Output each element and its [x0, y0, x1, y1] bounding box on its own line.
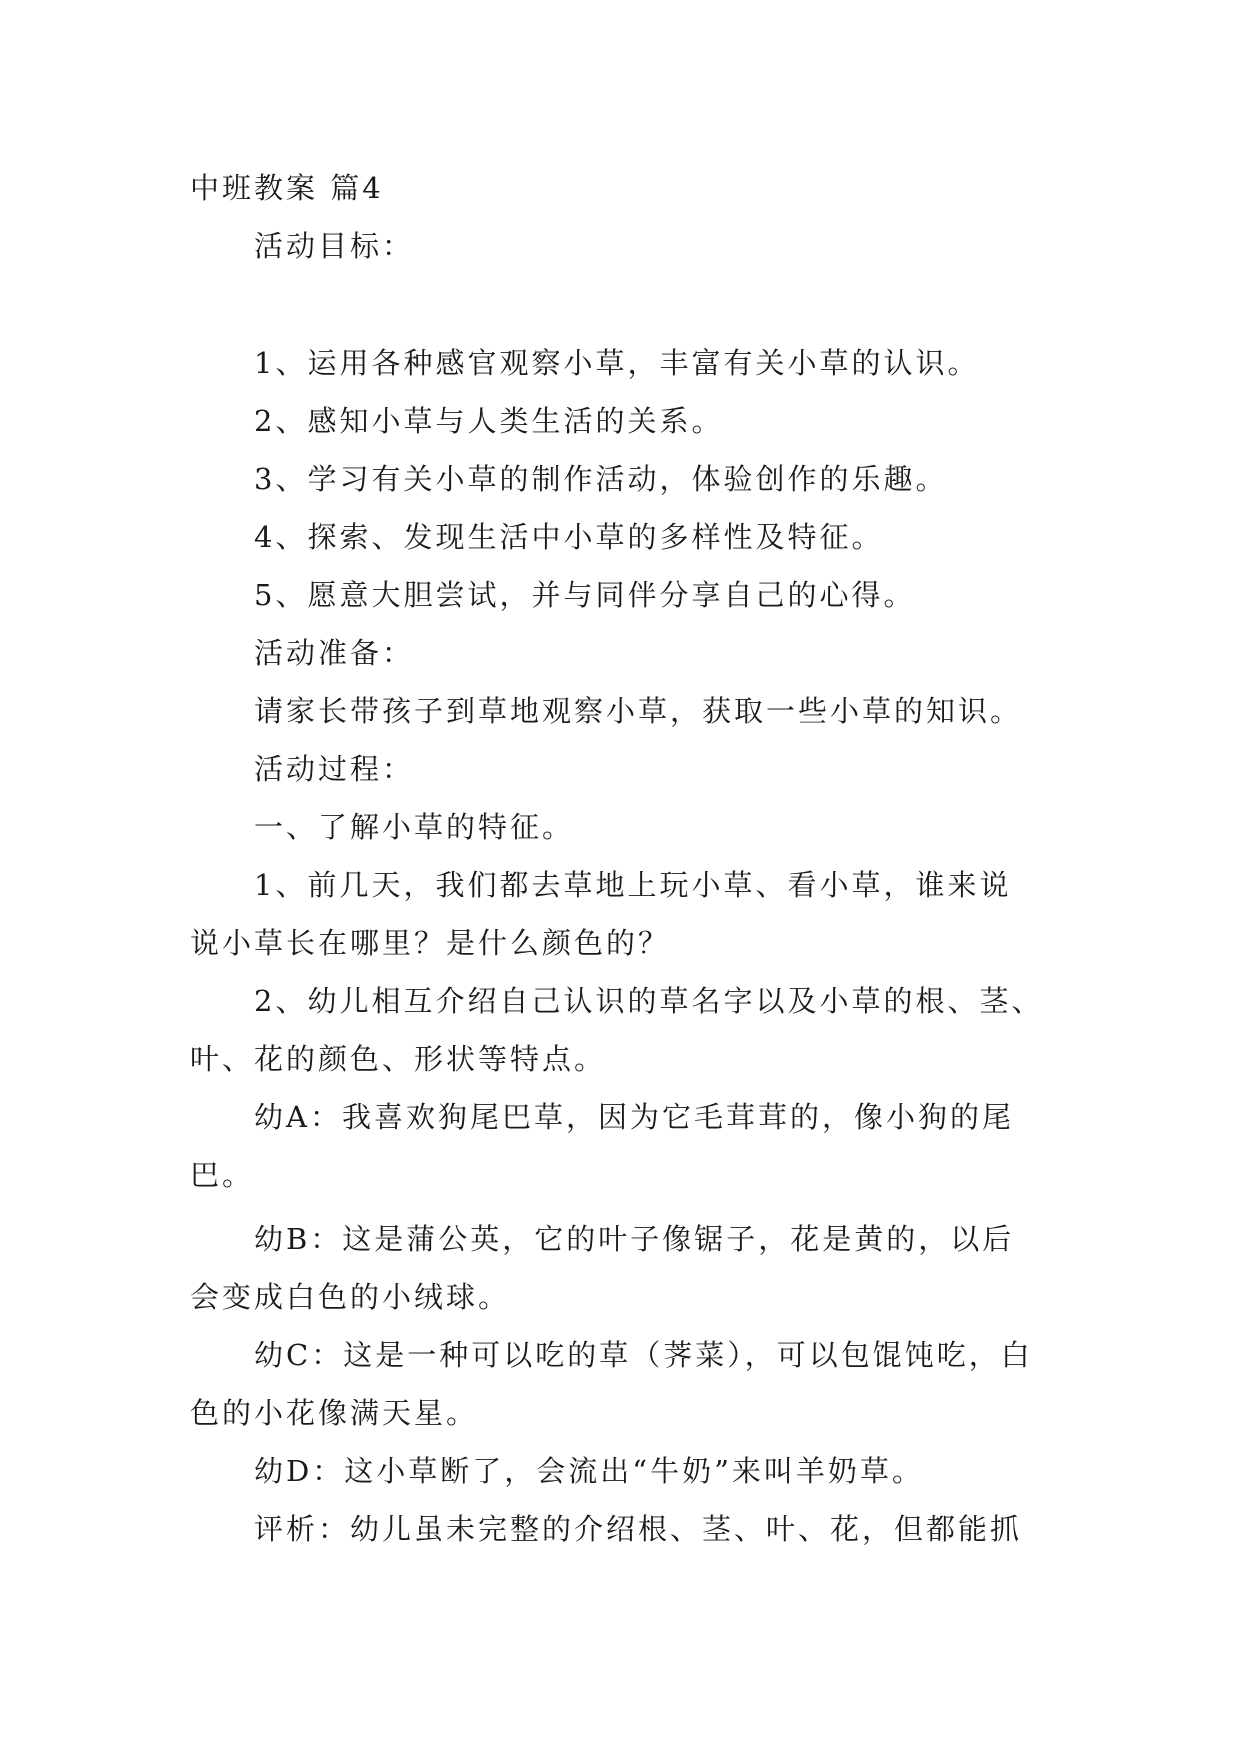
- child-a-line-2: 巴。: [190, 1158, 255, 1192]
- prep-text: 请家长带孩子到草地观察小草，获取一些小草的知识。: [254, 694, 1023, 728]
- process-item-1-line-2: 说小草长在哪里？是什么颜色的？: [190, 926, 671, 960]
- goal-item-1: 1、运用各种感官观察小草，丰富有关小草的认识。: [254, 346, 980, 380]
- goal-item-3: 3、学习有关小草的制作活动，体验创作的乐趣。: [254, 462, 948, 496]
- child-c-line-1: 幼C：这是一种可以吃的草（荠菜），可以包馄饨吃，白: [254, 1338, 1033, 1372]
- analysis-line-1: 评析：幼儿虽未完整的介绍根、茎、叶、花，但都能抓: [254, 1512, 1023, 1546]
- document-title: 中班教案 篇4: [190, 171, 384, 205]
- goal-item-4: 4、探索、发现生活中小草的多样性及特征。: [254, 520, 884, 554]
- process-item-2-line-2: 叶、花的颜色、形状等特点。: [190, 1042, 607, 1076]
- child-c-line-2: 色的小花像满天星。: [190, 1396, 479, 1430]
- process-item-1-line-1: 1、前几天，我们都去草地上玩小草、看小草，谁来说: [254, 868, 1012, 902]
- child-d-line-1: 幼D：这小草断了，会流出“牛奶”来叫羊奶草。: [254, 1454, 924, 1488]
- section-one-heading: 一、了解小草的特征。: [254, 810, 575, 844]
- child-b-line-1: 幼B：这是蒲公英，它的叶子像锯子，花是黄的，以后: [254, 1222, 1015, 1256]
- child-a-line-1: 幼A：我喜欢狗尾巴草，因为它毛茸茸的，像小狗的尾: [254, 1100, 1014, 1134]
- child-b-line-2: 会变成白色的小绒球。: [190, 1280, 511, 1314]
- heading-activity-goals: 活动目标：: [254, 229, 415, 263]
- process-item-2-line-1: 2、幼儿相互介绍自己认识的草名字以及小草的根、茎、: [254, 984, 1044, 1018]
- goal-item-2: 2、感知小草与人类生活的关系。: [254, 404, 724, 438]
- heading-activity-process: 活动过程：: [254, 752, 415, 786]
- heading-activity-prep: 活动准备：: [254, 636, 415, 670]
- goal-item-5: 5、愿意大胆尝试，并与同伴分享自己的心得。: [254, 578, 916, 612]
